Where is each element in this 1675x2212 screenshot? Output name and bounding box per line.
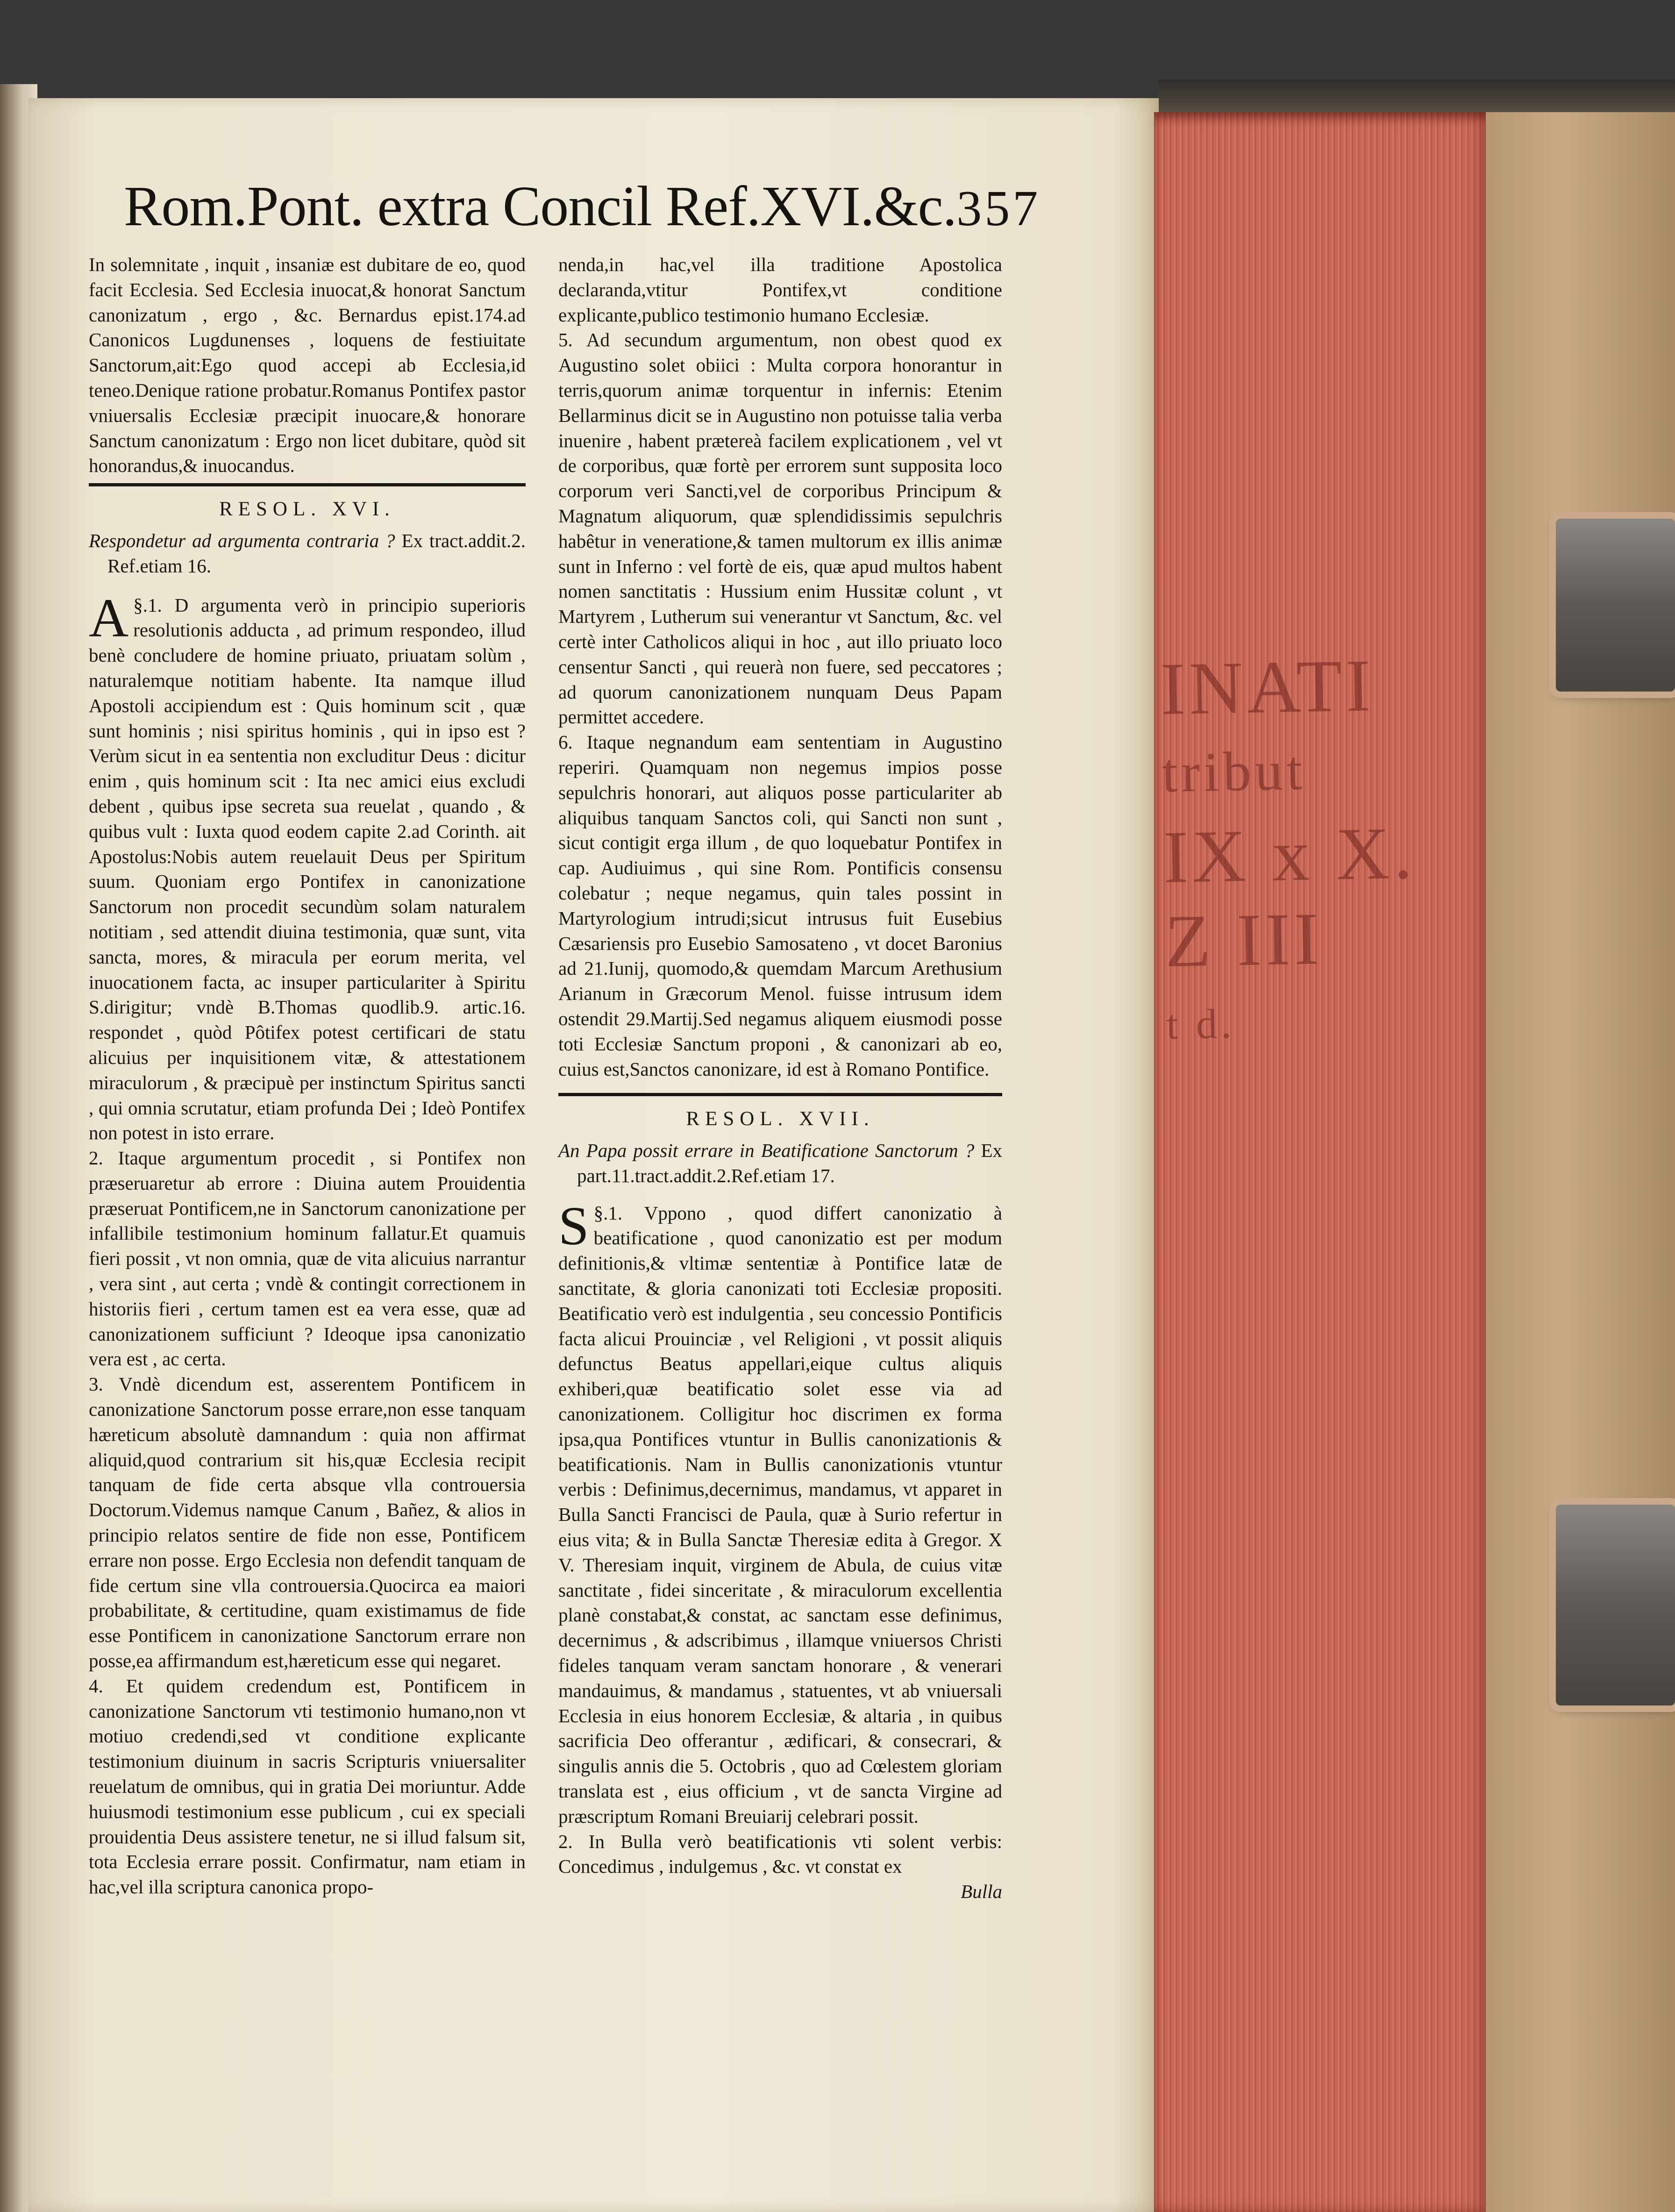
intro-paragraph: In solemnitate , inquit , insaniæ est dubitare de eo, quod facit Ecclesia. Sed Ecclesia inuocat,& honorat Sanctum canonizatum , ergo , &c. Bernardus epist.174.ad Canonicos Lugdunenses , loquens de festiuitate Sanctorum,ait:Ego quod accepi ab Ecclesia,id teneo.Denique ratione probatur.Romanus Pontifex pastor vniuersalis Ecclesiæ præcipit inuocare,& honorare Sanctum canonizatum : Ergo non licet dubitare, quòd sit honorandus,& inuocandus. xyxy=(89,254,526,477)
running-title: Rom.Pont. extra Concil Ref.XVI.&c. xyxy=(124,175,957,238)
drop-cap: A xyxy=(89,587,129,649)
paragraph-5: 5. Ad secundum argumentum, non obest quod ex Augustino solet obiici : Multa corpora honorantur in terris,quorum animæ torquentur in infernis: Etenim Bellarminus dicit se in Augustino non potuisse talia verba inuenire , habent prætereà facilem explicationem , vel vt de corporibus, quæ fortè per errorem sunt supposita loco corporum veri Sancti,vel de corporibus Principum & Magnatum aliquorum, quæ splendidissimis sepulchris habêtur in veneratione,& tamen multorum ex illis animæ sunt in Inferno : vel fortè de eis, quæ apud multos habent nomen sanctitatis : Hussium enim Hussitæ colunt , vt Martyrem , Lutherum sui venerantur vt Sanctum, &c. vel certè inter Catholicos aliqui in hoc , aut illo priuato loco censentur Sancti , qui reuerà non fuere, sed peccatores ; ad quorum canonizationem nunquam Deus Papam permittet accedere. xyxy=(558,329,1002,728)
paragraph-1 xyxy=(89,587,526,1146)
stamp-line: Z III xyxy=(1164,897,1324,983)
book-cover-edge xyxy=(1486,112,1675,2212)
red-fore-edge xyxy=(1154,112,1490,2212)
drop-cap: S xyxy=(558,1195,589,1256)
paragraph-6: 6. Itaque negnandum eam sententiam in Augustino reperiri. Quamquam non negemus impios posse sepulchris honorari, aut aliquos posse particulariter ab aliquibus tanquam Sanctos coli, qui Sancti non sunt , sicut contigit erga illum , de quo loquebatur Pontifex in cap. Audiuimus , qui sine Rom. Pontificis consensu colebatur ; neque negamus, quin tales possint in Martyrologium intrudi;sicut intrusus fuit Eusebius Cæsariensis pro Eusebio Samosateno , vt docet Baronius ad 21.Iunij, quomodo,& quemdam Marcum Arethusium Arianum in Græcorum Menol. fuisse intrusum idem ostendit 29.Martij.Sed negamus aliquem eiusmodi posse toti Ecclesiæ Sanctum proponi , & canonizari ab eo, cuius est,Sanctos canonizare, id est à Romano Pontifice. xyxy=(558,731,1002,1080)
paragraph-text: D argumenta verò in principio superioris resolutionis adducta , ad primum respondeo, illud benè concludere de homine priuato, priuatam solùm , naturalemque notitiam habente. Ita namque illud Apostoli accipiendum est : Quis hominum scit , quæ sunt hominis ; nisi spiritus hominis , qui in ipso est ? Verùm sicut in ea sententia non excluditur Deus : dicitur enim , quis hominum scit : Ita nec amici eius excludi debent , quibus ipse secreta sua reuelat , quando , & quibus vult : Iuxta quod eodem capite 2.ad Corinth. ait Apostolus:Nobis autem reuelauit Deus per Spiritum suum. Quoniam ergo Pontifex in canonizatione Sanctorum non procedit secundùm solam naturalem notitiam , sed attendit diuina testimonia, quæ sunt, vita sancta, mores, & miracula per eorum merita, vel inuocationem facta, ac insuper particulariter à Spiritu S.dirigitur; vndè B.Thomas quodlib.9. artic.16. respondet , quòd Pôtifex potest certificari de statu alicuius per inquisitionem vitæ, & attestationem miraculorum , & præcipuè per instinctum Spiritus sancti , qui omnia scrutatur, etiam profunda Dei ; Ideò Pontifex non potest in isto errare. xyxy=(89,594,526,1144)
left-column xyxy=(89,252,526,1900)
question-reference: Ex part.11.tract.addit.2.Ref.etiam 17. xyxy=(577,1140,1003,1186)
paragraph-text: Vppono , quod differt canonizatio à beatificatione , quod canonizatio est per modum definitionis,& vltimæ sententiæ à Pontifice latæ de sanctitate, & gloria canonizati toti Ecclesiæ propositi. Beatificatio verò est indulgentia , seu concessio Pontificis facta alicui Prouinciæ , vel Religioni , vt possit aliquis defunctus Beatus appellari,eique cultus aliquis exhiberi,quæ beatificatio solet esse via ad canonizationem. Colligitur hoc discrimen ex forma ipsa,qua Pontifices vtuntur in Bullis canonizationis & beatificationis. Nam in Bullis canonizationis vtuntur verbis : Definimus,decernimus, mandamus, vt apparet in Bulla Sancti Francisci de Paula, quæ à Surio refertur in eius vita; & in Bulla Sanctæ Theresiæ edita à Gregor. X V. Theresiam inquit, virginem de Abula, de cuius vitæ sanctitate , fidei sinceritate , & miraculorum excellentia planè constabat,& constat, ac sanctam esse definimus, decernimus , & adscribimus , illamque vniuersos Christi fideles tanquam veram sanctam honorare , & venerari mandauimus, & mandamus , statuentes, vt ab vniuersali Ecclesia in eius honorem Ecclesiæ, & altaria , in quibus sacrificia Deo offerantur , ædificari, & consecrari, & singulis annis die 5. Octobris , quo ad Cœlestem gloriam translata est , eius officium , vt de sancta Virgine ad præscriptum Romani Breuiarij celebrari possit. xyxy=(558,1202,1002,1827)
stamp-line: t d. xyxy=(1166,1000,1236,1049)
section-rule xyxy=(89,483,526,486)
clasp-top-icon xyxy=(1556,519,1675,692)
paragraph-3: 3. Vndè dicendum est, asserentem Pontificem in canonizatione Sanctorum posse errare,non esse tanquam hæreticum absolutè damnandum : quia non affirmat aliquid,quod contrarium sit his,quæ Ecclesia recipit tanquam de fide certa absque vlla controuersia Doctorum.Videmus namque Canum , Bañez, & alios in principio relatos sentire de fide non esse, Pontificem errare non posse. Ergo Ecclesia non defendit tanquam de fide certum sine vlla controuersia.Quocirca ea maiori probabilitate, & certitudine, quam existimamus de fide esse Pontificem in canonizatione Sanctorum errare non posse,ea affirmandum est,hæreticum esse qui negaret. xyxy=(89,1373,526,1672)
right-column xyxy=(558,252,1002,1905)
question-text: Respondetur ad argumenta contraria ? xyxy=(89,529,395,551)
paragraph-4: 4. Et quidem credendum est, Pontificem in canonizatione Sanctorum vti testimonio humano,non vt motiuo credendi,sed vt conditione explicante testimonium diuinum in sacris Scripturis vniuersaliter reuelatum de omnibus, qui in gratia Dei moriuntur. Adde huiusmodi testimonium esse publicum , cui ex speciali prouidentia Deus assistere tenetur, ne si illud falsum sit, tota Ecclesia errare possit. Confirmatur, nam etiam in hac,vel illa scriptura canonica propo- xyxy=(89,1675,526,1898)
question-reference: Ex tract.addit.2. Ref.etiam 16. xyxy=(107,529,526,577)
paragraph-label: §.1. xyxy=(133,594,162,616)
stamp-line: INATI xyxy=(1160,643,1375,731)
question-text: An Papa possit errare in Beatificatione Sanctorum ? xyxy=(558,1140,975,1162)
stamp-line: tribut xyxy=(1161,739,1306,804)
continuation-paragraph: nenda,in hac,vel illa traditione Apostolica declaranda,vtitur Pontifex,vt conditione explicante,publico testimonio humano Ecclesiæ. xyxy=(558,254,1002,326)
section-rule xyxy=(558,1093,1002,1096)
fore-edge-stamp xyxy=(1160,643,1417,1067)
paragraph-7 xyxy=(558,1195,1002,1829)
resolution-question xyxy=(89,528,526,579)
page-number: 357 xyxy=(956,181,1041,236)
stamp-line: IX x X. xyxy=(1162,811,1417,899)
paragraph-2: 2. Itaque argumentum procedit , si Pontifex non præseruaretur ab errore : Diuina autem Prouidentia præseruat Pontificem,ne in Sanctorum canonizatione per infallibile testimonium hominum fallatur.Et quamuis fieri possit , vt non omnia, quæ de vita alicuius narrantur , vera sint , aut certa ; vndè & contingit correctionem in historiis fieri , certum tamen est ea vera esse, quæ ad canonizationem sufficiunt ? Ideoque ipsa canonizatio vera est , ac certa. xyxy=(89,1147,526,1370)
resolution-question xyxy=(558,1138,1002,1189)
resolution-heading: RESOL. XVII. xyxy=(686,1108,875,1130)
paragraph-8: 2. In Bulla verò beatificationis vti solent verbis: Concedimus , indulgemus , &c. vt constat ex xyxy=(558,1830,1002,1877)
resolution-heading: RESOL. XVI. xyxy=(219,498,395,521)
catchword: Bulla xyxy=(961,1881,1002,1903)
page-header xyxy=(124,174,1041,239)
clasp-bottom-icon xyxy=(1556,1505,1675,1705)
paragraph-label: §.1. xyxy=(593,1202,623,1224)
